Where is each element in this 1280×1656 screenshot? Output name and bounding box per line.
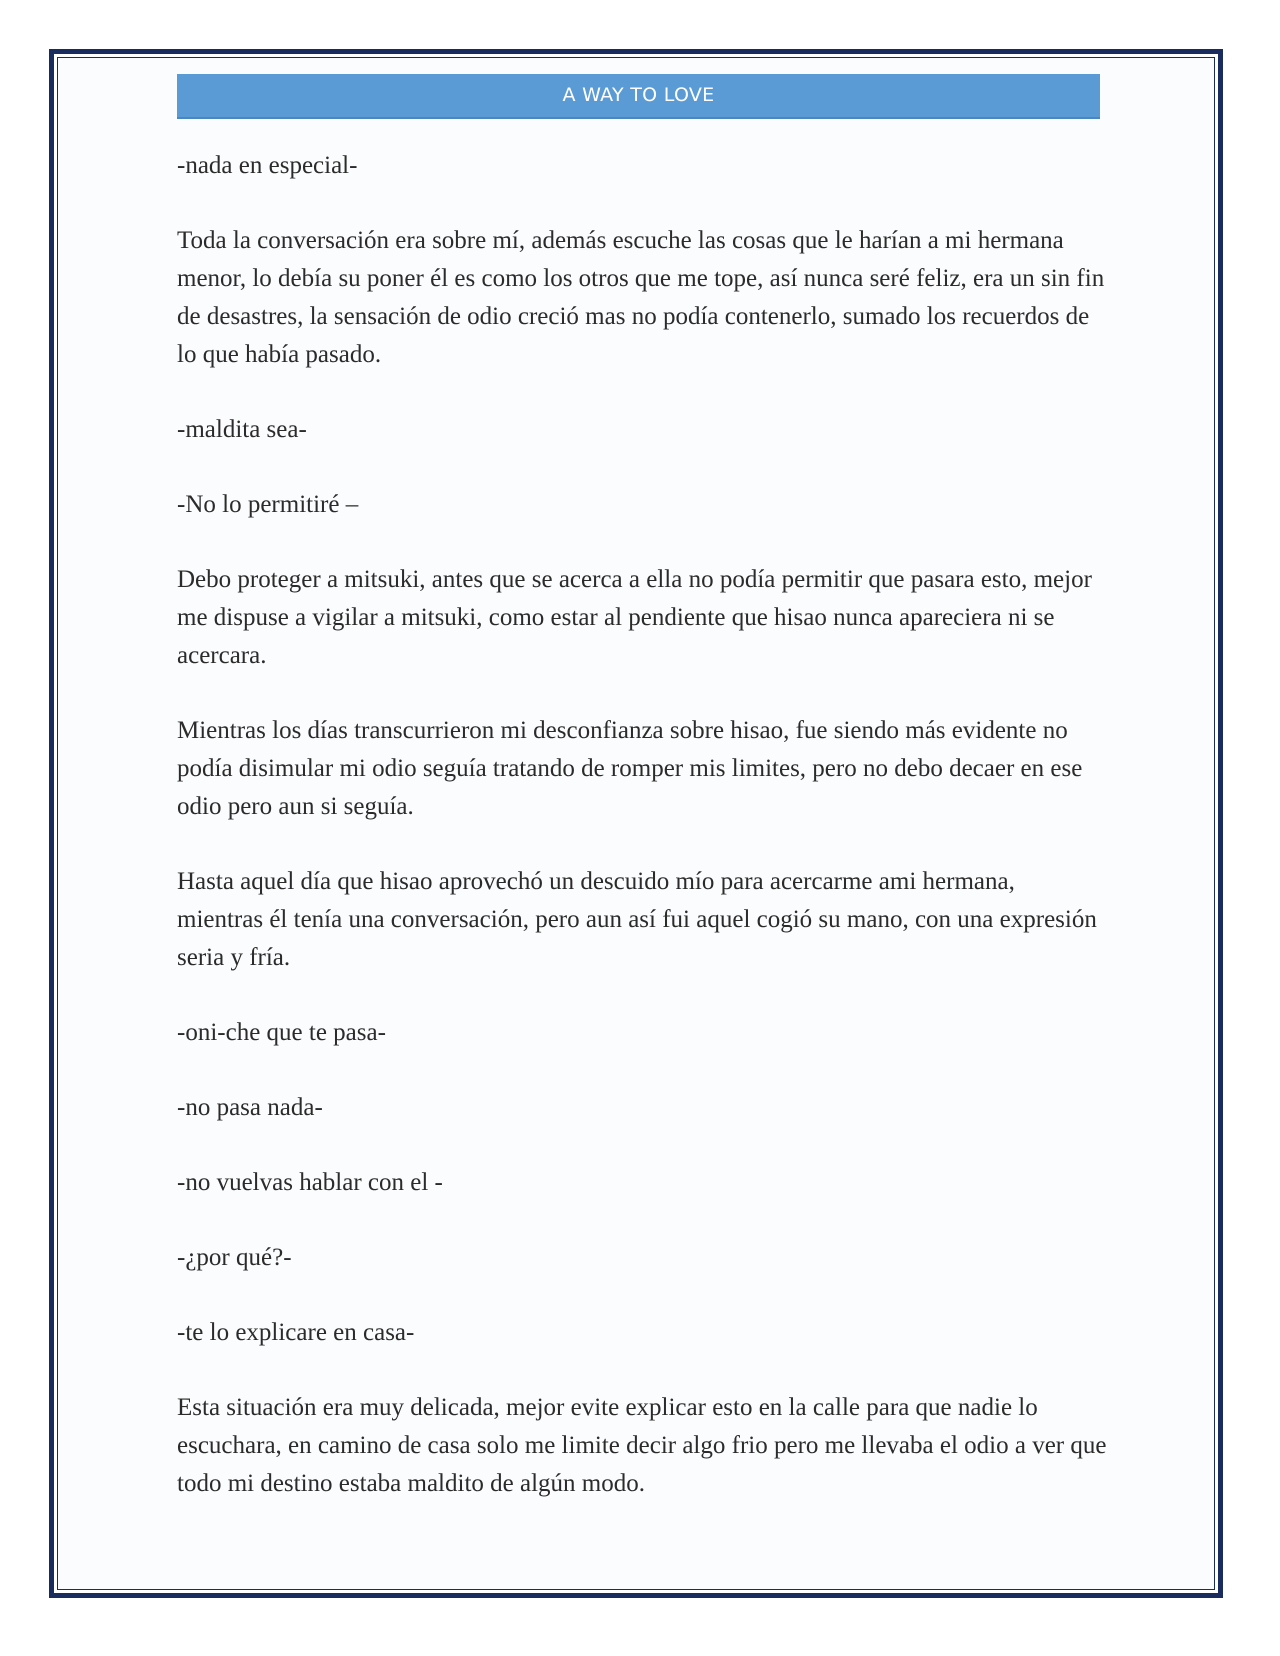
paragraph: -¿por qué?- [177, 1244, 292, 1271]
paragraph: -no pasa nada- [177, 1094, 323, 1121]
paragraph: Debo proteger a mitsuki, antes que se acerca a ella no podía permitir que pasara esto, mejor me dispuse a vigilar a mitsuki, como estar al pendiente que hisao nunca apareciera ni se acercara. [177, 566, 1092, 669]
paragraph: Mientras los días transcurrieron mi desconfianza sobre hisao, fue siendo más evidente no podía disimular mi odio seguía tratando de romper mis limites, pero no debo decaer en ese odio pero aun si seguía. [177, 717, 1083, 820]
paragraph: -nada en especial- [177, 152, 358, 179]
header-title: A WAY TO LOVE [177, 74, 1100, 119]
paragraph: -oni-che que te pasa- [177, 1019, 386, 1046]
paragraph: -te lo explicare en casa- [177, 1319, 415, 1346]
paragraph: -no vuelvas hablar con el - [177, 1169, 443, 1196]
document-body [177, 147, 1107, 1540]
paragraph: Hasta aquel día que hisao aprovechó un descuido mío para acercarme ami hermana, mientras él tenía una conversación, pero aun así fui aquel cogió su mano, con una expresión seria y fría. [177, 868, 1097, 971]
paragraph: Esta situación era muy delicada, mejor evite explicar esto en la calle para que nadie lo escuchara, en camino de casa solo me limite decir algo frio pero me llevaba el odio a ver que todo mi destino estaba maldito de algún modo. [177, 1394, 1107, 1497]
paragraph: -No lo permitiré – [177, 491, 359, 518]
paragraph: Toda la conversación era sobre mí, además escuche las cosas que le harían a mi hermana menor, lo debía su poner él es como los otros que me tope, así nunca seré feliz, era un sin fin de desastres, la sensación de odio creció mas no podía contenerlo, sumado los recuerdos de lo que había pasado. [177, 227, 1105, 368]
paragraph: -maldita sea- [177, 416, 307, 443]
